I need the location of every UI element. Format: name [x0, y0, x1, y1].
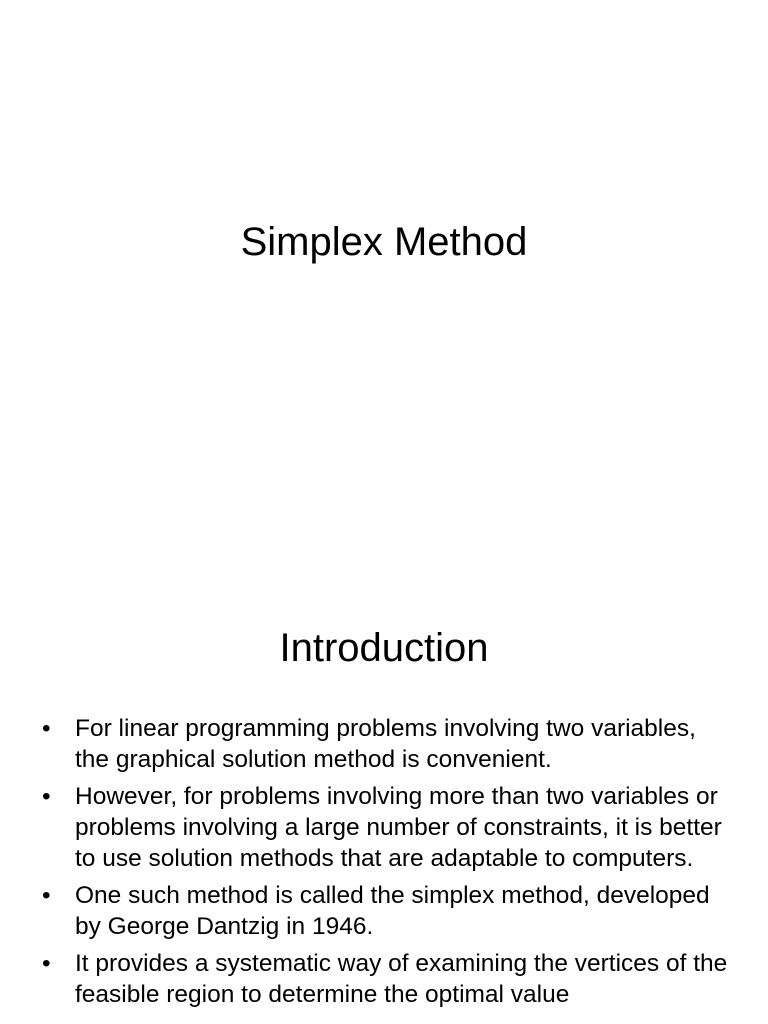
bullet-text: It provides a systematic way of examining the vertices of the feasible region to determine the optimal value: [75, 950, 728, 1008]
bullet-icon: •: [42, 882, 51, 909]
bullet-item: [42, 880, 732, 942]
bullet-item: [42, 948, 732, 1010]
section-title: Introduction: [279, 626, 489, 670]
slide-title: Simplex Method: [240, 220, 528, 264]
bullet-item: [42, 713, 732, 775]
bullet-text: For linear programming problems involving two variables, the graphical solution method is convenient.: [75, 715, 696, 773]
bullet-text: However, for problems involving more than two variables or problems involving a large number of constraints, it is better to use solution methods that are adaptable to computers.: [75, 783, 722, 872]
bullet-icon: •: [42, 950, 51, 977]
bullet-item: [42, 781, 732, 874]
bullet-text: One such method is called the simplex method, developed by George Dantzig in 1946.: [75, 882, 710, 940]
bullet-list: [42, 713, 732, 1016]
bullet-icon: •: [42, 783, 51, 810]
bullet-icon: •: [42, 715, 51, 742]
slide-introduction: [0, 576, 768, 1024]
